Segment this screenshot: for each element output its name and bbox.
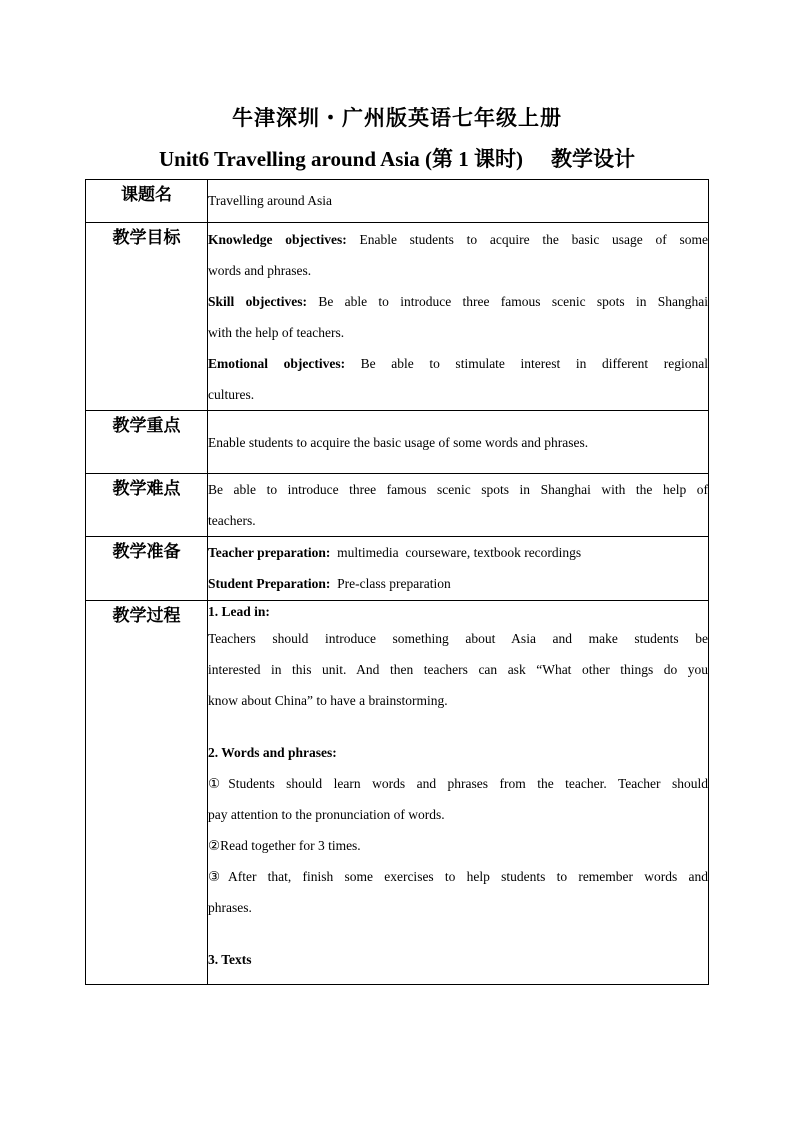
lesson-plan-table xyxy=(85,179,709,985)
table-row-objectives xyxy=(86,223,709,411)
lead-in-text-2: interested in this unit. And then teachers can ask “What other things do you xyxy=(208,662,708,677)
process-label: 教学过程 xyxy=(86,601,208,985)
topic-label: 课题名 xyxy=(86,180,208,223)
preparation-cell xyxy=(208,537,709,601)
knowledge-objectives-text: Enable students to acquire the basic usage of some xyxy=(346,232,708,247)
teacher-preparation-text: multimedia courseware, textbook recordings xyxy=(330,545,582,560)
words-step-1-text-2: pay attention to the pronunciation of words. xyxy=(208,807,445,822)
key-points-text: Enable students to acquire the basic usage of some words and phrases. xyxy=(208,434,589,450)
knowledge-objectives-label: Knowledge objectives: xyxy=(208,232,347,247)
topic-value xyxy=(208,180,709,223)
objectives-label: 教学目标 xyxy=(86,223,208,411)
student-preparation-label: Student Preparation: xyxy=(208,576,331,591)
skill-objectives-text: Be able to introduce three famous scenic spots in Shanghai xyxy=(307,294,708,309)
process-cell xyxy=(208,601,709,985)
student-preparation-line xyxy=(208,568,708,599)
skill-objectives-line-2: with the help of teachers. xyxy=(208,325,345,340)
words-step-3-text-2: phrases. xyxy=(208,900,252,915)
lead-in-heading-text: 1. Lead in: xyxy=(208,604,270,619)
words-heading xyxy=(208,737,708,768)
table-row-difficulties xyxy=(86,474,709,537)
skill-objectives-line xyxy=(208,286,708,317)
teacher-preparation-label: Teacher preparation: xyxy=(208,545,331,560)
document-title: 牛津深圳・广州版英语七年级上册 xyxy=(232,106,562,130)
words-step-3-text-1: ③After that, finish some exercises to help students to remember words and xyxy=(208,869,708,884)
table-row-preparation xyxy=(86,537,709,601)
texts-heading xyxy=(208,944,708,975)
teacher-preparation-line xyxy=(208,537,708,568)
topic-text: Travelling around Asia xyxy=(208,193,332,208)
words-heading-text: 2. Words and phrases: xyxy=(208,745,337,760)
subtitle-design: 教学设计 xyxy=(551,147,636,171)
table-row-process xyxy=(86,601,709,985)
knowledge-objectives-line-2: words and phrases. xyxy=(208,263,312,278)
key-points-cell xyxy=(208,411,709,474)
subtitle-unit: Unit6 Travelling around Asia (第 1 课时) xyxy=(158,147,524,171)
difficulties-label: 教学难点 xyxy=(86,474,208,537)
student-preparation-text: Pre-class preparation xyxy=(330,576,451,591)
emotional-objectives-label: Emotional objectives: xyxy=(208,356,346,371)
skill-objectives-label: Skill objectives: xyxy=(208,294,308,309)
emotional-objectives-text: Be able to stimulate interest in different regional xyxy=(345,356,708,371)
difficulties-text-2: teachers. xyxy=(208,513,256,528)
objectives-cell xyxy=(208,223,709,411)
emotional-objectives-line xyxy=(208,348,708,379)
table-row-key-points xyxy=(86,411,709,474)
lead-in-heading xyxy=(208,601,708,623)
texts-heading-text: 3. Texts xyxy=(208,952,252,967)
preparation-label: 教学准备 xyxy=(86,537,208,601)
lead-in-text-1: Teachers should introduce something about Asia and make students be xyxy=(208,631,708,646)
document-subtitle xyxy=(0,145,794,173)
words-step-2-text: ②Read together for 3 times. xyxy=(208,838,361,853)
knowledge-objectives-line xyxy=(208,224,708,255)
table-row-topic xyxy=(86,180,709,223)
difficulties-text-1: Be able to introduce three famous scenic spots in Shanghai with the help of xyxy=(208,482,708,497)
lead-in-text-3: know about China” to have a brainstorming. xyxy=(208,693,448,708)
key-points-label: 教学重点 xyxy=(86,411,208,474)
words-step-1-text-1: ①Students should learn words and phrases from the teacher. Teacher should xyxy=(208,776,708,791)
emotional-objectives-line-2: cultures. xyxy=(208,387,255,402)
difficulties-cell xyxy=(208,474,709,537)
